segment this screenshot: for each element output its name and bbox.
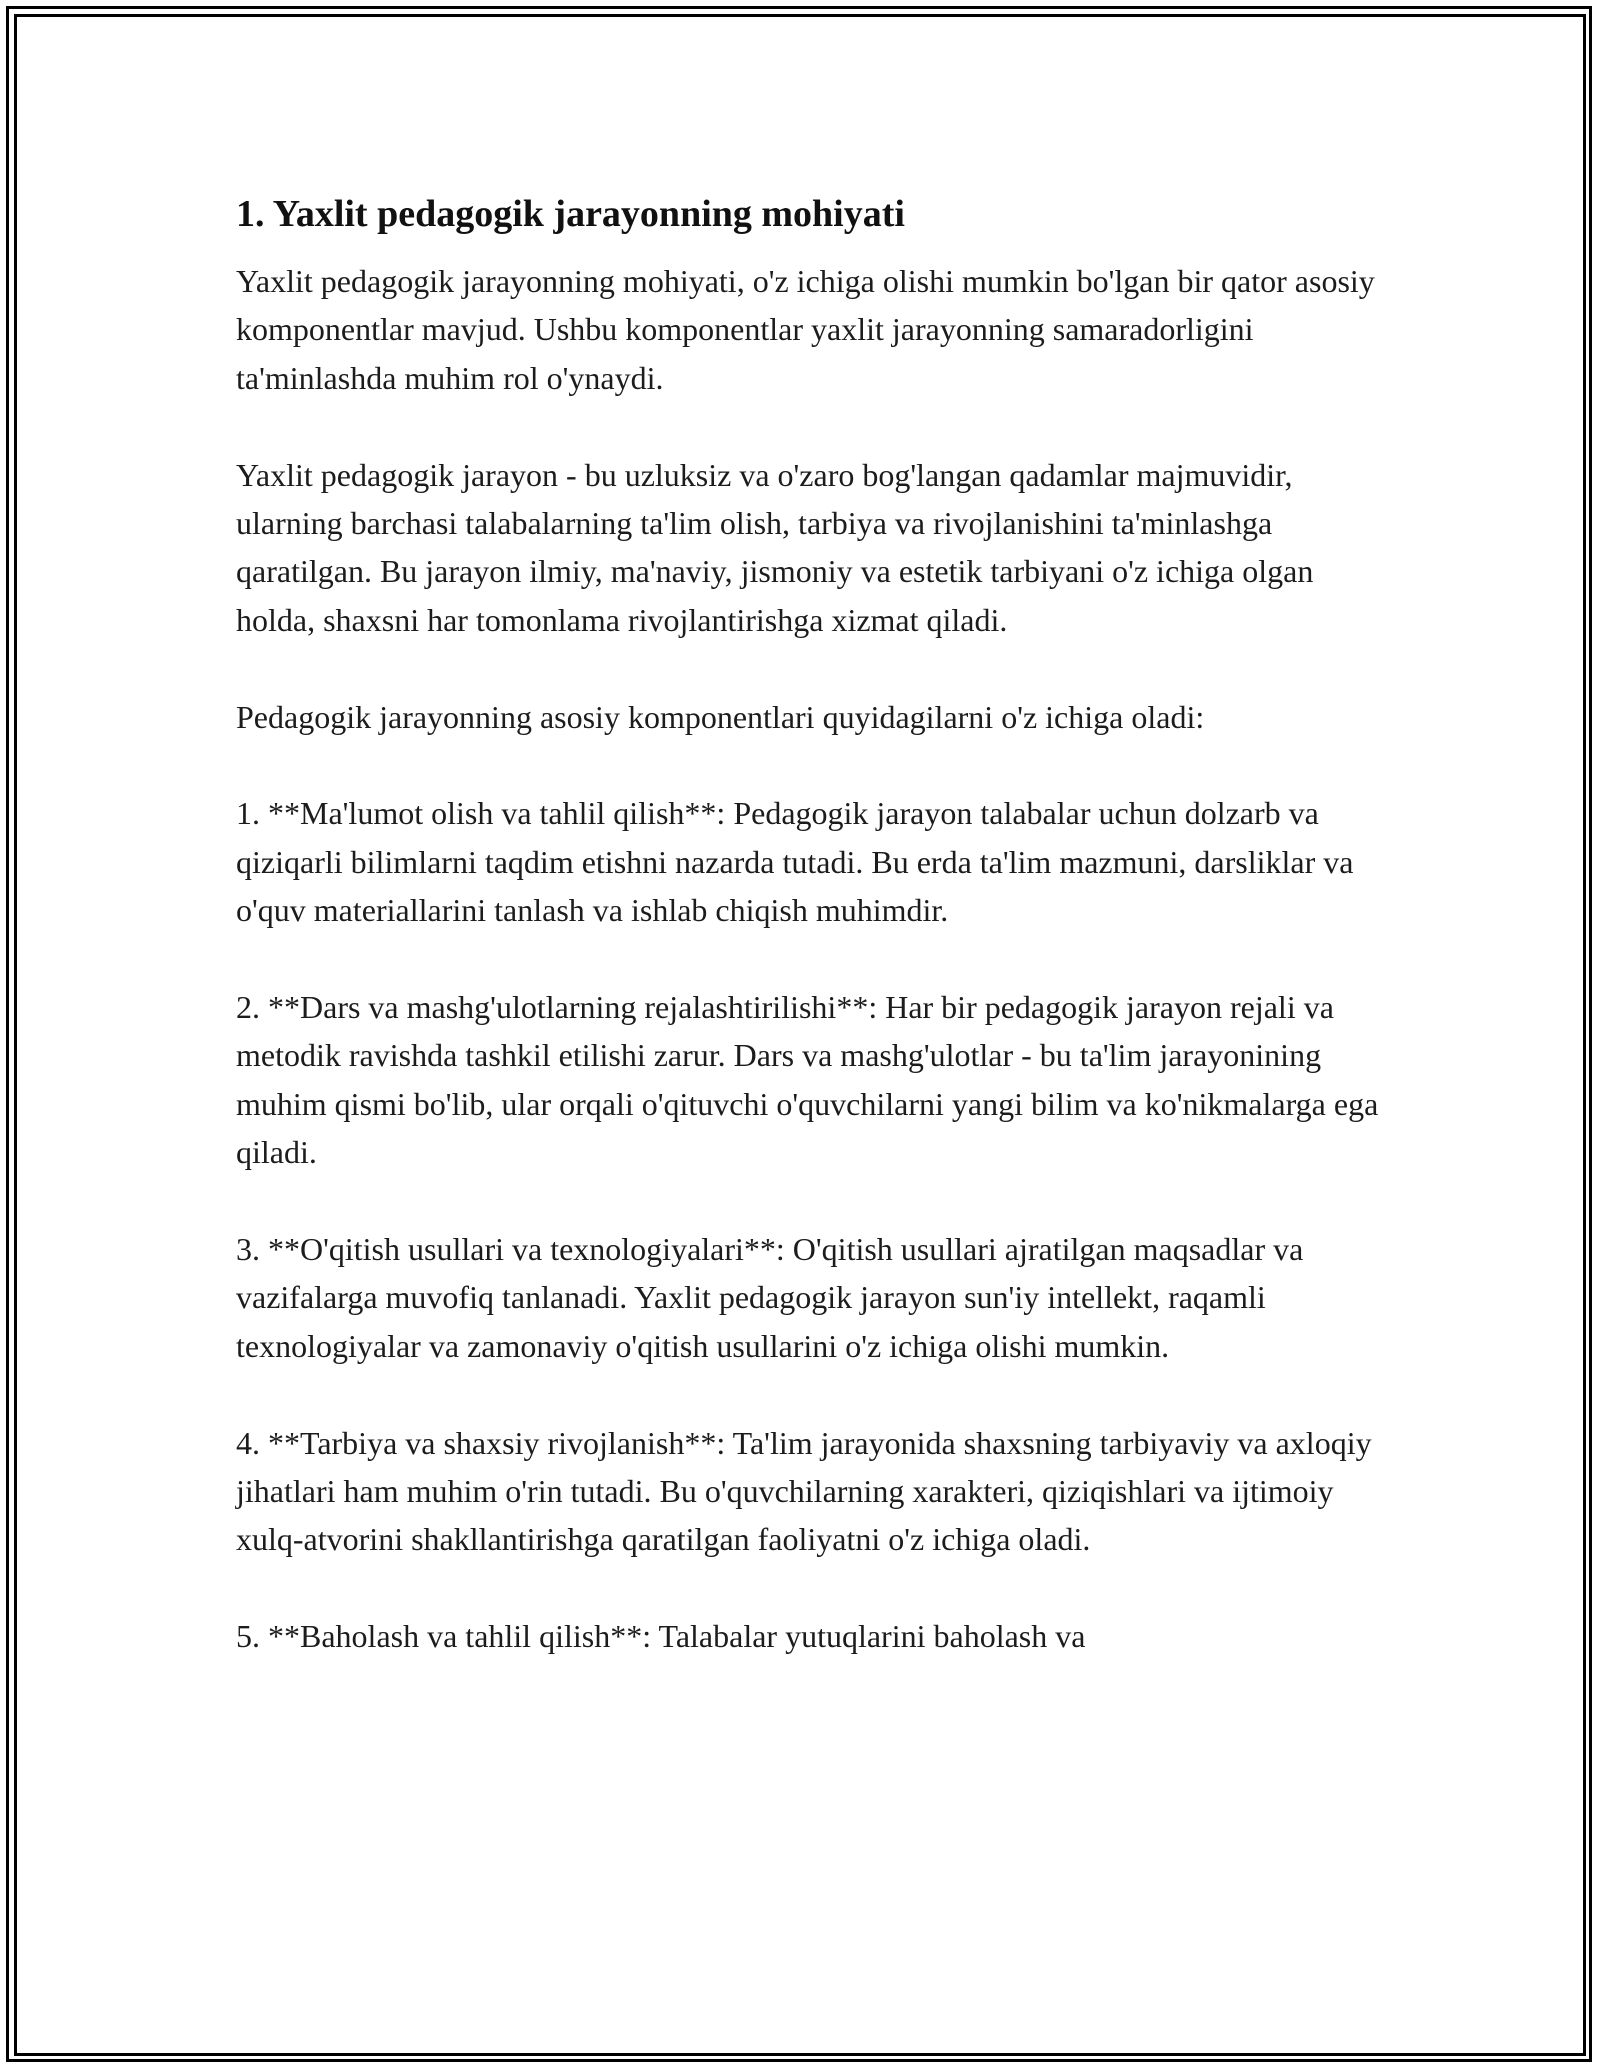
list-item-4: 4. **Tarbiya va shaxsiy rivojlanish**: Ta'lim jarayonida shaxsning tarbiyaviy va axloqiy jihatlari ham muhim o'rin tutadi. Bu o'quvchilarning xarakteri, qiziqishlari va ijtimoiy xulq-atvorini shakllantirishga qaratilgan faoliyatni o'z ichiga oladi.	[236, 1424, 1372, 1558]
paragraph-components-intro: Pedagogik jarayonning asosiy komponentlari quyidagilarni o'z ichiga oladi:	[236, 698, 1205, 735]
paragraph-definition: Yaxlit pedagogik jarayon - bu uzluksiz va o'zaro bog'langan qadamlar majmuvidir, ularning barchasi talabalarning ta'lim olish, tarbiya va rivojlanishini ta'minlashga qaratilgan. Bu jarayon ilmiy, ma'naviy, jismoniy va estetik tarbiyani o'z ichiga olgan holda, shaxsni har tomonlama rivojlantirishga xizmat qiladi.	[236, 456, 1314, 638]
section-heading: 1. Yaxlit pedagogik jarayonning mohiyati	[236, 193, 905, 235]
list-item-1: 1. **Ma'lumot olish va tahlil qilish**: Pedagogik jarayon talabalar uchun dolzarb va qiziqarli bilimlarni taqdim etishni nazarda tutadi. Bu erda ta'lim mazmuni, darsliklar va o'quv materiallarini tanlash va ishlab chiqish muhimdir.	[236, 795, 1354, 929]
list-item-2: 2. **Dars va mashg'ulotlarning rejalashtirilishi**: Har bir pedagogik jarayon rejali va metodik ravishda tashkil etilishi zarur. Dars va mashg'ulotlar - bu ta'lim jarayonining muhim qismi bo'lib, ular orqali o'qituvchi o'quvchilarni yangi bilim va ko'nikmalarga ega qiladi.	[236, 989, 1379, 1171]
paragraph-intro: Yaxlit pedagogik jarayonning mohiyati, o'z ichiga olishi mumkin bo'lgan bir qator asosiy komponentlar mavjud. Ushbu komponentlar yaxlit jarayonning samaradorligini ta'minlashda muhim rol o'ynaydi.	[236, 263, 1375, 396]
list-item-5: 5. **Baholash va tahlil qilish**: Talabalar yutuqlarini baholash va	[236, 1618, 1086, 1655]
document-body	[236, 186, 1386, 1709]
list-item-3: 3. **O'qitish usullari va texnologiyalari**: O'qitish usullari ajratilgan maqsadlar va vazifalarga muvofiq tanlanadi. Yaxlit pedagogik jarayon sun'iy intellekt, raqamli texnologiyalar va zamonaviy o'qitish usullarini o'z ichiga olishi mumkin.	[236, 1231, 1304, 1364]
